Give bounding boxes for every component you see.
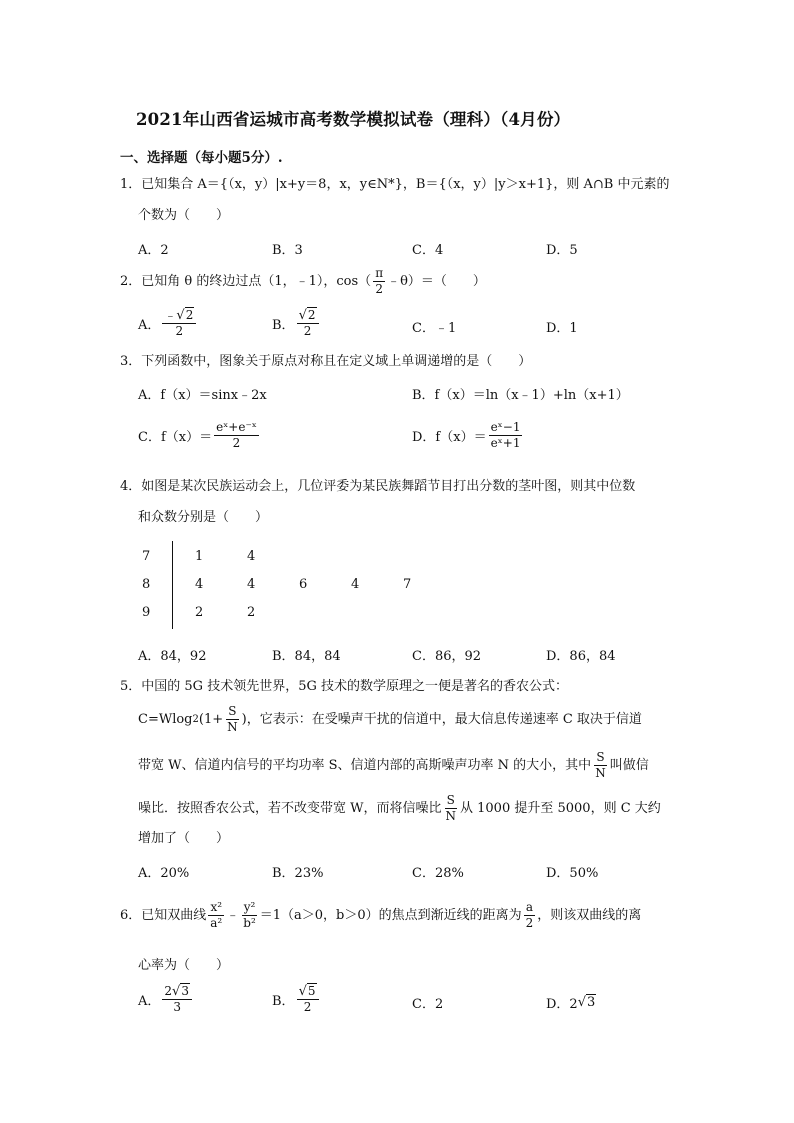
sqrt-icon: √ bbox=[172, 984, 181, 999]
fraction-denominator: 2 bbox=[303, 324, 312, 338]
leaf: 4 bbox=[247, 577, 256, 592]
option-label: B． bbox=[272, 318, 295, 333]
option-label: B． bbox=[272, 994, 295, 1009]
fraction-denominator: eˣ+1 bbox=[490, 436, 521, 450]
option-label: A． bbox=[138, 318, 161, 333]
question-4-option-a: A．84，92 bbox=[138, 649, 207, 664]
fraction-numerator bbox=[297, 984, 319, 1000]
formula-open: (1+ bbox=[198, 711, 224, 727]
question-2-option-c: C．﹣1 bbox=[412, 321, 457, 336]
question-6-line1 bbox=[120, 900, 641, 931]
question-3-option-b: B．f（x）＝ln（x﹣1）+ln（x+1） bbox=[412, 388, 629, 403]
question-1-line2: 个数为（ ） bbox=[138, 208, 230, 223]
question-3-option-c bbox=[138, 420, 261, 451]
fraction-numerator: y² bbox=[243, 900, 256, 914]
option-label: D．f（x）＝ bbox=[412, 430, 487, 445]
question-6-line2: 心率为（ ） bbox=[138, 958, 230, 973]
question-5-line2-rest: ，它表示：在受噪声干扰的信道中，最大信息传递速率 C 取决于信道 bbox=[246, 711, 642, 727]
option-c-fraction bbox=[214, 420, 259, 451]
question-5-option-d: D．50% bbox=[546, 866, 599, 881]
sqrt-icon: √ bbox=[176, 308, 185, 323]
sqrt-icon: √ bbox=[577, 995, 586, 1010]
question-5-line1: 5．中国的 5G 技术领先世界，5G 技术的数学原理之一便是著名的香农公式： bbox=[120, 679, 568, 694]
option-d-fraction bbox=[489, 420, 523, 451]
line4-fraction bbox=[444, 793, 459, 824]
line3-text-a: 带宽 W、信道内信号的平均功率 S、信道内部的高斯噪声功率 N 的大小，其中 bbox=[138, 757, 592, 773]
option-b-fraction bbox=[297, 984, 319, 1015]
leaf: 7 bbox=[403, 577, 412, 592]
question-4-line2: 和众数分别是（ ） bbox=[138, 510, 269, 525]
question-4-option-c: C．86，92 bbox=[412, 649, 482, 664]
fraction-numerator bbox=[162, 984, 192, 1000]
fraction-numerator: eˣ−1 bbox=[490, 420, 521, 434]
line4-text-a: 噪比．按照香农公式，若不改变带宽 W，而将信噪比 bbox=[138, 800, 442, 816]
question-1-option-c: C．4 bbox=[412, 243, 444, 258]
stem-9: 9 bbox=[142, 605, 151, 620]
leaf: 4 bbox=[195, 577, 204, 592]
question-6-option-b bbox=[272, 984, 321, 1015]
fraction-denominator: 2 bbox=[175, 324, 184, 338]
question-5-line4 bbox=[138, 793, 661, 824]
question-3-option-d bbox=[412, 420, 524, 451]
radicand: 2 bbox=[185, 308, 194, 322]
question-2-fraction bbox=[373, 266, 385, 297]
q6-minus: ﹣ bbox=[226, 907, 240, 923]
option-a-fraction bbox=[162, 308, 196, 339]
question-5-line5: 增加了（ ） bbox=[138, 831, 230, 846]
question-1-option-a: A．2 bbox=[138, 243, 169, 258]
formula-close: ) bbox=[241, 711, 247, 727]
sqrt-icon: √ bbox=[298, 308, 307, 323]
radicand: 2 bbox=[307, 308, 316, 322]
fraction-denominator: 2 bbox=[375, 282, 383, 296]
radicand: 3 bbox=[181, 984, 189, 998]
fraction-denominator: N bbox=[595, 766, 606, 780]
question-2-prefix: 2．已知角 θ 的终边过点（1，﹣1），cos（ bbox=[120, 273, 372, 289]
formula-prefix: C=Wlog bbox=[138, 711, 193, 727]
fraction-numerator: eˣ+e⁻ˣ bbox=[216, 420, 257, 434]
question-4-option-b: B．84，84 bbox=[272, 649, 341, 664]
question-2-suffix: ﹣θ）＝（ ） bbox=[387, 273, 486, 289]
line4-text-b: 从 1000 提升至 5000，则 C 大约 bbox=[460, 800, 661, 816]
fraction-numerator: S bbox=[446, 793, 455, 807]
option-label: D．2 bbox=[546, 997, 578, 1012]
q6-fraction-2 bbox=[241, 900, 258, 931]
fraction-numerator: S bbox=[228, 704, 237, 718]
fraction-denominator: a² bbox=[210, 916, 223, 930]
question-2-option-b bbox=[272, 308, 321, 339]
q6-prefix: 6．已知双曲线 bbox=[120, 907, 207, 923]
fraction-denominator: 2 bbox=[303, 1000, 312, 1014]
q6-fraction-3 bbox=[524, 900, 536, 931]
question-3-option-a: A．f（x）＝sinx﹣2x bbox=[138, 388, 267, 403]
fraction-numerator: π bbox=[375, 266, 384, 280]
question-4-option-d: D．86，84 bbox=[546, 649, 616, 664]
fraction-numerator bbox=[297, 308, 319, 324]
formula-subscript: 2 bbox=[192, 713, 199, 725]
question-5-option-a: A．20% bbox=[138, 866, 190, 881]
q6-mid: ＝1（a＞0，b＞0）的焦点到渐近线的距离为 bbox=[259, 907, 522, 923]
option-label: C．f（x）＝ bbox=[138, 430, 213, 445]
question-3-stem: 3．下列函数中，图象关于原点对称且在定义域上单调递增的是（ ） bbox=[120, 354, 532, 369]
question-2-option-d: D．1 bbox=[546, 321, 578, 336]
question-4-line1: 4．如图是某次民族运动会上，几位评委为某民族舞蹈节目打出分数的茎叶图，则其中位数 bbox=[120, 479, 636, 494]
page-title: 2021年山西省运城市高考数学模拟试卷（理科）（4月份） bbox=[136, 110, 571, 129]
question-1-option-b: B．3 bbox=[272, 243, 303, 258]
q6-fraction-1 bbox=[208, 900, 224, 931]
line3-text-b: 叫做信 bbox=[609, 757, 649, 773]
radicand: 3 bbox=[587, 995, 596, 1010]
fraction-numerator: a bbox=[525, 900, 534, 914]
fraction-denominator: N bbox=[227, 720, 238, 734]
question-5-option-b: B．23% bbox=[272, 866, 324, 881]
fraction-numerator: S bbox=[596, 750, 605, 764]
question-2-option-a bbox=[138, 308, 198, 339]
question-1-line1: 1．已知集合 A＝{（x，y）|x+y＝8，x，y∈N*}，B＝{（x，y）|y＞x+1}，则 A∩B 中元素的 bbox=[120, 177, 670, 192]
line3-fraction bbox=[593, 750, 608, 781]
leaf: 1 bbox=[195, 549, 204, 564]
q6-suffix: ，则该双曲线的离 bbox=[537, 907, 642, 923]
option-b-fraction bbox=[297, 308, 319, 339]
leaf: 4 bbox=[247, 549, 256, 564]
leaf: 6 bbox=[299, 577, 308, 592]
section-header: 一、选择题（每小题5分）. bbox=[120, 150, 283, 166]
option-label: A． bbox=[138, 994, 161, 1009]
minus-sign: ﹣ bbox=[164, 308, 177, 322]
leaf: 4 bbox=[351, 577, 360, 592]
stem-7: 7 bbox=[142, 549, 151, 564]
question-2-stem bbox=[120, 266, 486, 297]
radicand: 5 bbox=[307, 984, 316, 998]
fraction-numerator: x² bbox=[210, 900, 223, 914]
question-5-line3 bbox=[138, 750, 649, 781]
stem-divider bbox=[172, 541, 173, 629]
question-6-option-a bbox=[138, 984, 194, 1015]
fraction-denominator: 2 bbox=[232, 436, 241, 450]
question-6-option-d bbox=[546, 993, 596, 1012]
sqrt-icon: √ bbox=[298, 984, 307, 999]
question-5-line2 bbox=[138, 704, 642, 735]
leaf: 2 bbox=[195, 605, 204, 620]
option-a-fraction bbox=[162, 984, 192, 1015]
leaf: 2 bbox=[247, 605, 256, 620]
fraction-denominator: N bbox=[445, 809, 456, 823]
formula-fraction bbox=[225, 704, 240, 735]
question-6-option-c: C．2 bbox=[412, 997, 444, 1012]
fraction-numerator bbox=[162, 308, 196, 324]
fraction-denominator: b² bbox=[243, 916, 256, 930]
fraction-denominator: 3 bbox=[173, 1000, 181, 1014]
question-1-option-d: D．5 bbox=[546, 243, 578, 258]
question-5-option-c: C．28% bbox=[412, 866, 464, 881]
fraction-denominator: 2 bbox=[525, 916, 534, 930]
coefficient: 2 bbox=[164, 984, 173, 998]
stem-8: 8 bbox=[142, 577, 151, 592]
